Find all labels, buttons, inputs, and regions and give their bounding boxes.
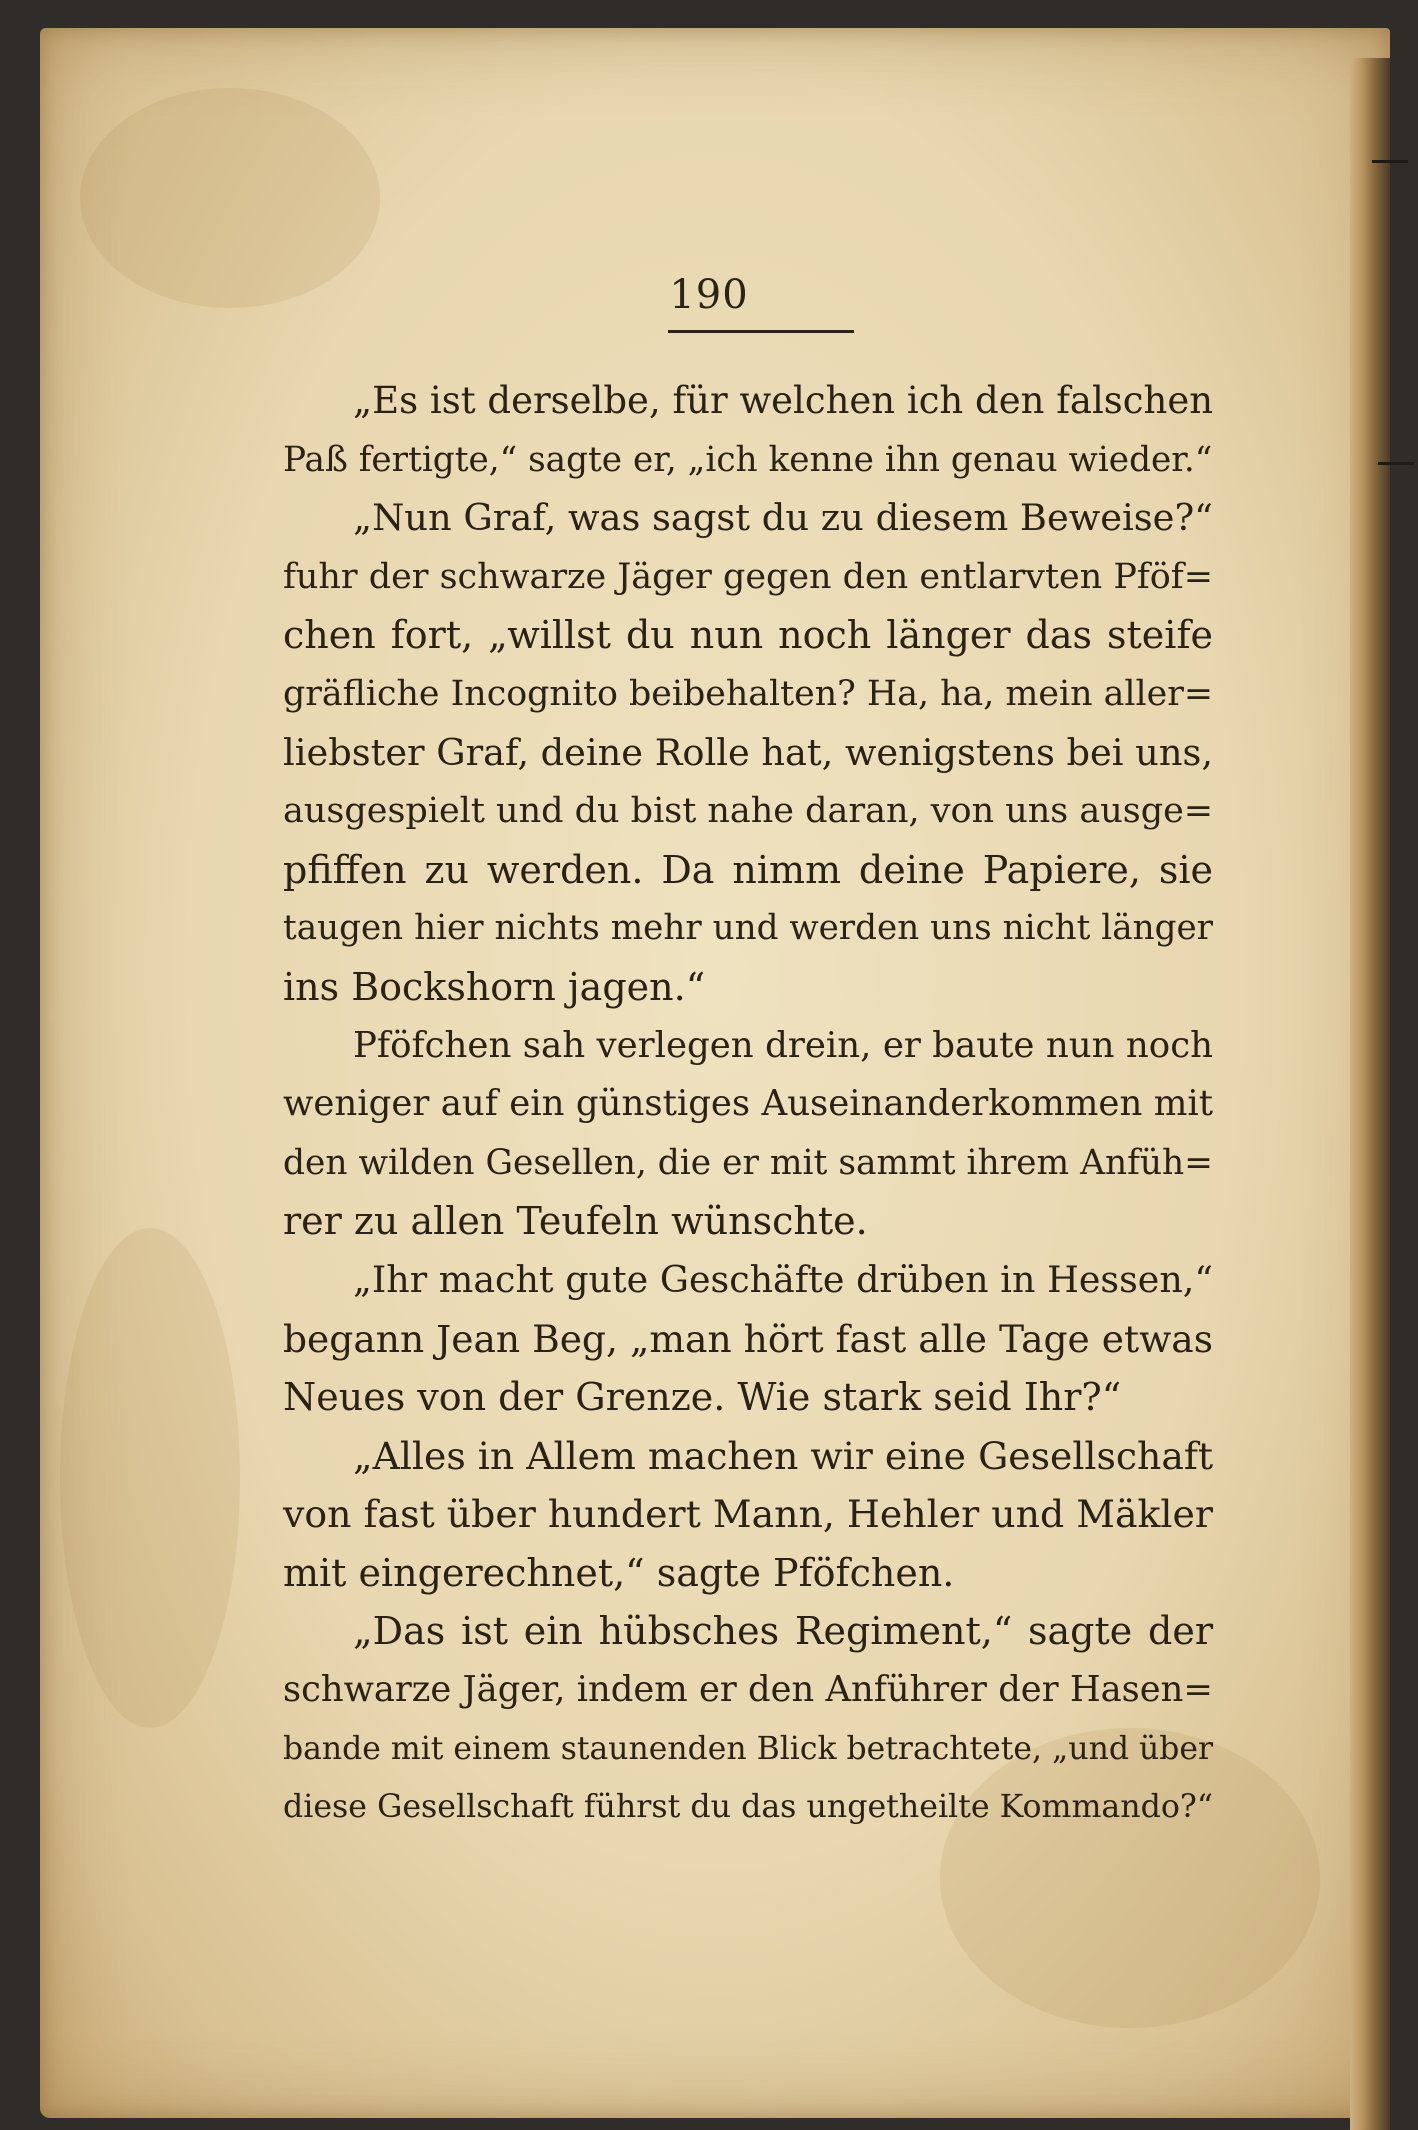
text-line: fuhr der schwarze Jäger gegen den entlarvten Pföf= <box>283 556 1213 597</box>
paper-stain <box>60 1228 240 1728</box>
text-line: chen fort, „willst du nun noch länger das steife <box>283 613 1213 658</box>
text-line: liebster Graf, deine Rolle hat, wenigstens bei uns, <box>283 730 1213 774</box>
text-line: „Nun Graf, was sagst du zu diesem Beweise?“ <box>353 496 1213 540</box>
text-line: gräfliche Incognito beibehalten? Ha, ha, mein aller= <box>283 673 1213 714</box>
margin-mark <box>1372 160 1408 163</box>
margin-mark <box>1378 462 1414 465</box>
text-line: ausgespielt und du bist nahe daran, von uns ausge= <box>283 791 1214 832</box>
text-line: schwarze Jäger, indem er den Anführer der Hasen= <box>283 1669 1213 1711</box>
text-line: Paß fertigte,“ sagte er, „ich kenne ihn genau wieder.“ <box>283 439 1213 480</box>
text-line: „Ihr macht gute Geschäfte drüben in Hessen,“ <box>353 1257 1213 1301</box>
text-line: Pföfchen sah verlegen drein, er baute nun noch <box>353 1024 1213 1066</box>
text-line: diese Gesellschaft führst du das ungetheilte Kommando?“ <box>283 1789 1213 1826</box>
text-line: bande mit einem staunenden Blick betrachtete, „und über <box>283 1730 1213 1767</box>
text-line: weniger auf ein günstiges Auseinanderkommen mit <box>283 1083 1213 1125</box>
text-line: ins Bockshorn jagen.“ <box>283 964 706 1009</box>
text-line: Neues von der Grenze. Wie stark seid Ihr?“ <box>283 1375 1122 1420</box>
page-number: 190 <box>669 272 749 318</box>
text-line: „Das ist ein hübsches Regiment,“ sagte der <box>353 1609 1213 1654</box>
header-rule <box>668 330 854 333</box>
text-line: pfiffen zu werden. Da nimm deine Papiere, sie <box>283 847 1213 892</box>
text-line: mit eingerechnet,“ sagte Pföfchen. <box>283 1550 955 1595</box>
text-line: „Es ist derselbe, für welchen ich den falschen <box>353 379 1214 422</box>
text-line: rer zu allen Teufeln wünschte. <box>283 1199 868 1244</box>
text-line: taugen hier nichts mehr und werden uns nicht länger <box>283 908 1213 949</box>
page-edge <box>1350 58 1390 2130</box>
body-text <box>283 372 1213 1837</box>
text-line: von fast über hundert Mann, Hehler und Mäkler <box>283 1492 1213 1537</box>
text-line: begann Jean Beg, „man hört fast alle Tage etwas <box>283 1316 1213 1361</box>
text-line: „Alles in Allem machen wir eine Gesellschaft <box>353 1433 1213 1478</box>
text-line: den wilden Gesellen, die er mit sammt ihrem Anfüh= <box>283 1142 1213 1183</box>
